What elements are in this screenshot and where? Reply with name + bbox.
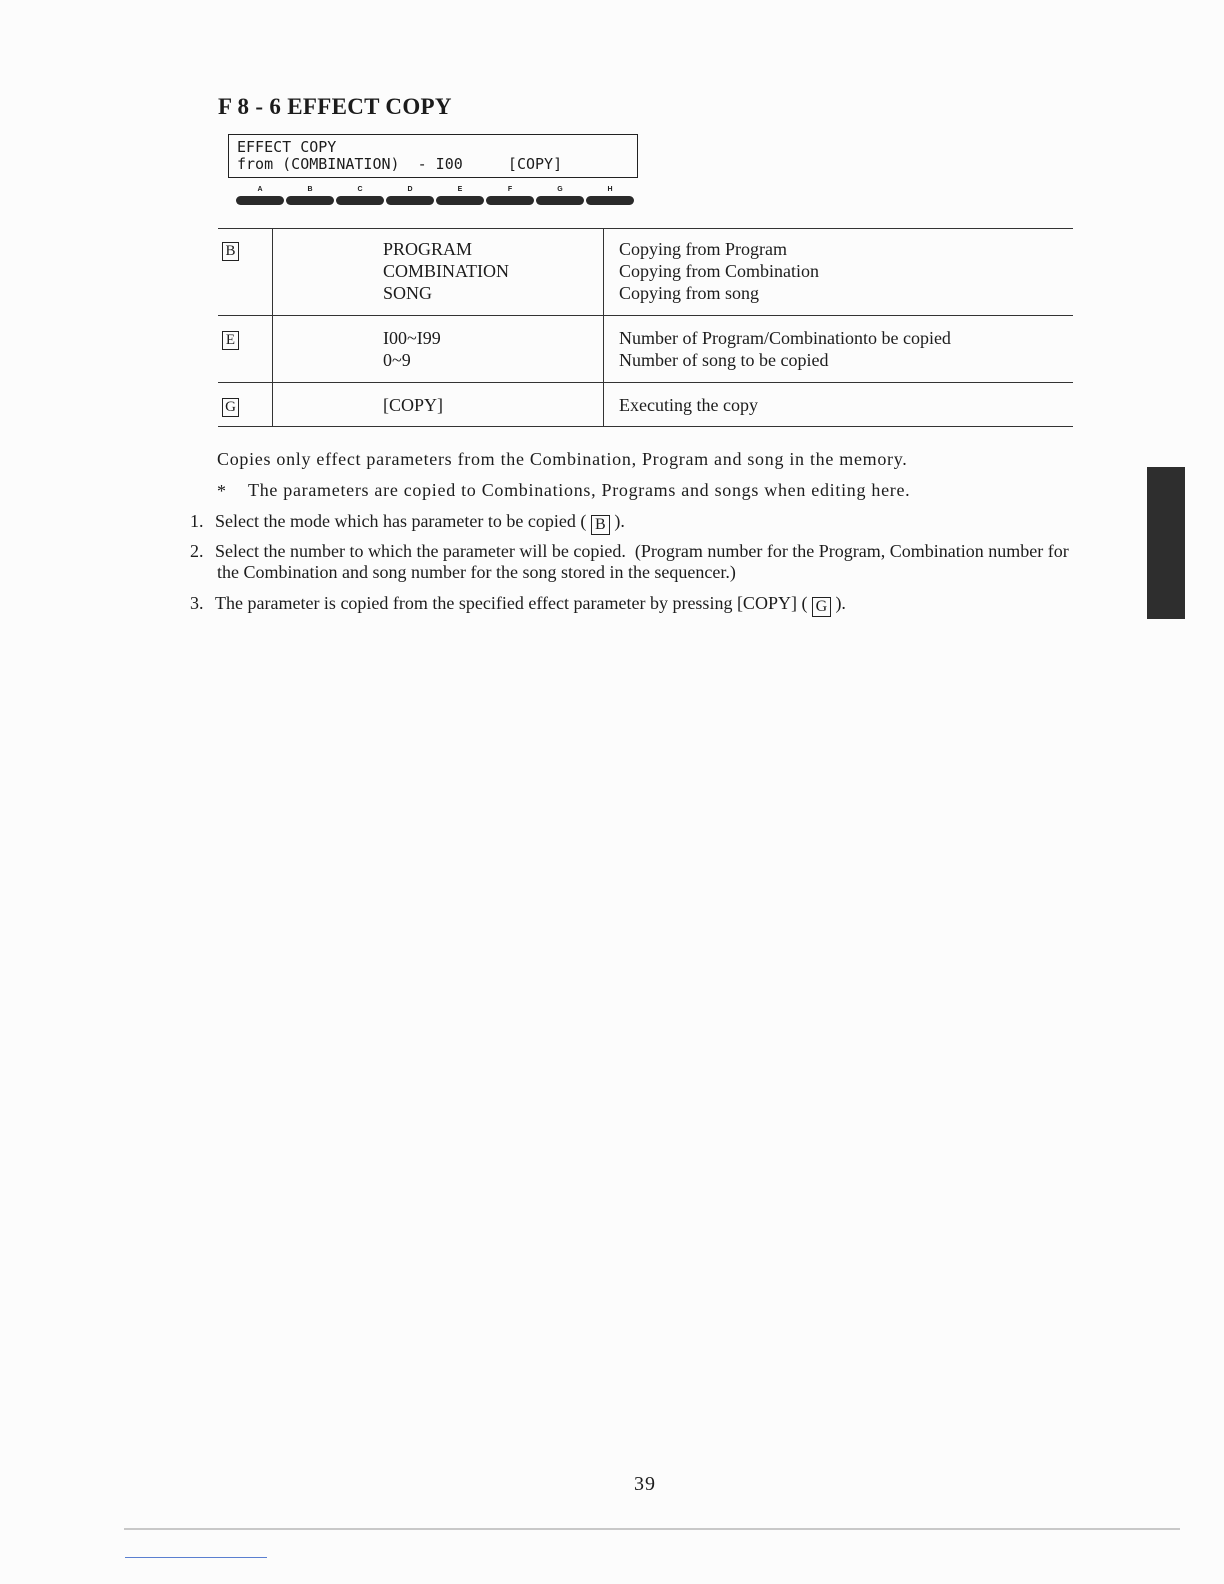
soft-key-f[interactable] — [486, 186, 534, 205]
soft-key-b[interactable] — [286, 186, 334, 205]
page-number: 39 — [634, 1473, 656, 1495]
param-value: SONG — [383, 283, 433, 303]
param-description: Number of Program/Combinationto be copied — [619, 328, 951, 348]
step-2-line-2: the Combination and song number for the song stored in the sequencer.) — [217, 562, 736, 582]
section-heading: F 8 - 6 EFFECT COPY — [218, 94, 452, 119]
step-3: The parameter is copied from the specified effect parameter by pressing [COPY] ( G ). — [215, 593, 846, 615]
key-box: B — [591, 515, 610, 535]
soft-key-bar-icon — [336, 196, 384, 205]
soft-key-label: F — [507, 186, 513, 193]
param-value: I00~I99 — [383, 328, 441, 348]
param-value: COMBINATION — [383, 261, 509, 281]
soft-key-h[interactable] — [586, 186, 634, 205]
soft-key-label: G — [557, 186, 563, 193]
soft-key-label: B — [307, 186, 313, 193]
key-box: B — [222, 242, 239, 261]
chapter-thumb-tab — [1147, 467, 1185, 619]
lcd-line-1: EFFECT COPY — [237, 138, 337, 156]
soft-key-c[interactable] — [336, 186, 384, 205]
soft-key-d[interactable] — [386, 186, 434, 205]
footer-link-line — [125, 1557, 267, 1558]
param-description: Executing the copy — [619, 395, 758, 415]
intro-paragraph: Copies only effect parameters from the Combination, Program and song in the memory. — [217, 449, 908, 469]
soft-key-a[interactable] — [236, 186, 284, 205]
param-description: Copying from song — [619, 283, 760, 303]
table-row — [218, 383, 1073, 427]
soft-key-label: D — [407, 186, 413, 193]
param-description: Copying from Combination — [619, 261, 819, 281]
soft-key-bar-icon — [236, 196, 284, 205]
step-1: Select the mode which has parameter to be copied ( B ). — [215, 511, 625, 533]
footer-rule — [124, 1528, 1180, 1530]
soft-key-e[interactable] — [436, 186, 484, 205]
soft-key-bar-icon — [486, 196, 534, 205]
key-box: G — [812, 597, 831, 617]
soft-key-label: A — [257, 186, 263, 193]
step-number: 2. — [190, 541, 204, 561]
soft-key-label: E — [457, 186, 463, 193]
param-value: [COPY] — [383, 395, 444, 415]
param-value: 0~9 — [383, 350, 411, 370]
key-box: E — [222, 331, 239, 350]
table-row — [218, 316, 1073, 383]
param-description: Number of song to be copied — [619, 350, 829, 370]
param-value: PROGRAM — [383, 239, 473, 259]
soft-key-bar-icon — [386, 196, 434, 205]
lcd-line-2: from (COMBINATION) - I00 [COPY] — [237, 155, 563, 173]
step-number: 1. — [190, 511, 204, 531]
soft-key-bar-icon — [536, 196, 584, 205]
soft-key-bar-icon — [286, 196, 334, 205]
step-2-line-1: Select the number to which the parameter will be copied. (Program number for the Program, Combination number for — [215, 541, 1069, 561]
param-description: Copying from Program — [619, 239, 787, 259]
step-number: 3. — [190, 593, 204, 613]
soft-key-g[interactable] — [536, 186, 584, 205]
soft-key-bar-icon — [586, 196, 634, 205]
parameter-table — [218, 228, 1073, 427]
table-row — [218, 229, 1073, 316]
note-asterisk: * — [217, 481, 226, 501]
lcd-display — [228, 134, 638, 178]
soft-key-bar-icon — [436, 196, 484, 205]
soft-key-label: C — [357, 186, 363, 193]
soft-key-label: H — [607, 186, 613, 193]
soft-key-row — [236, 186, 636, 210]
key-box: G — [222, 398, 239, 417]
note-paragraph: The parameters are copied to Combinations, Programs and songs when editing here. — [248, 480, 911, 500]
